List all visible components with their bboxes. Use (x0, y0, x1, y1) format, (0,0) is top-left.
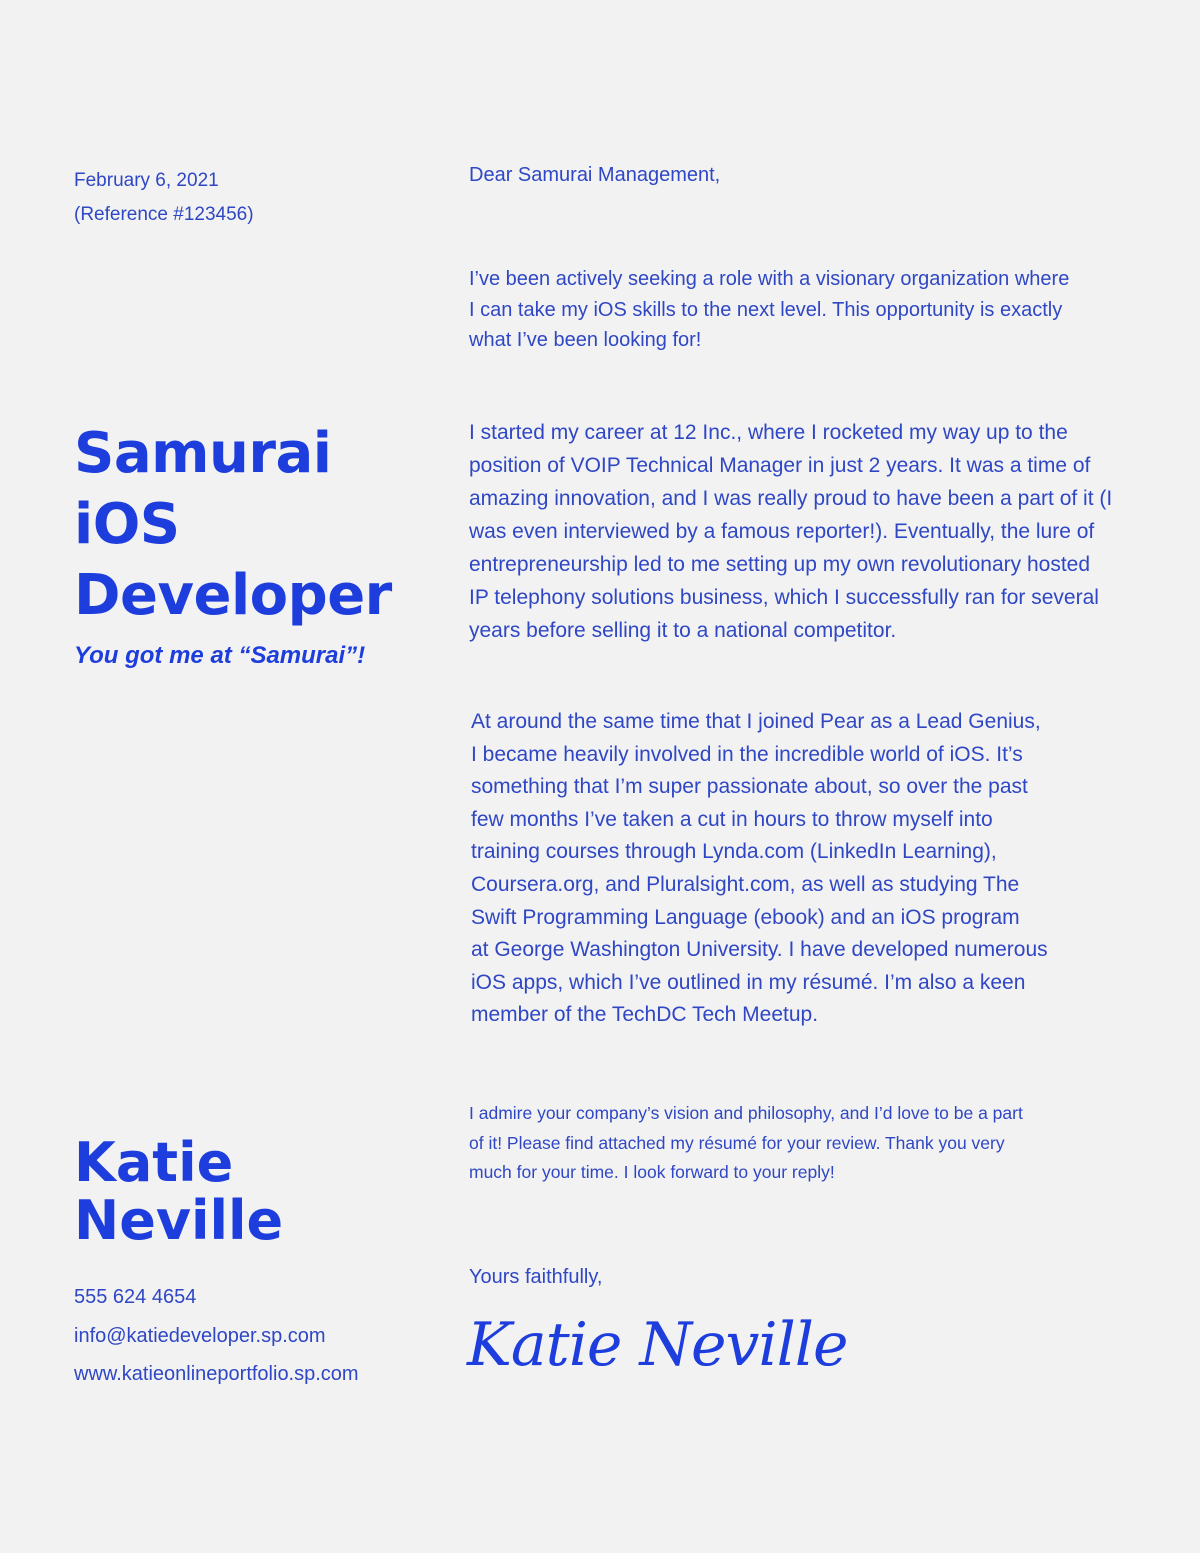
paragraph-2 (469, 416, 1149, 647)
letter-meta (74, 164, 254, 232)
website-url: www.katieonlineportfolio.sp.com (74, 1363, 359, 1385)
paragraph-1 (469, 264, 1129, 356)
paragraph-3 (471, 706, 1111, 1032)
paragraph-line: IP telephony solutions business, which I successfully ran for several (469, 586, 1099, 609)
sender-first-name: Katie (74, 1131, 234, 1194)
paragraph-line: I started my career at 12 Inc., where I rocketed my way up to the (469, 421, 1068, 444)
paragraph-line: of it! Please find attached my résumé for your review. Thank you very (469, 1132, 1005, 1153)
paragraph-line: at George Washington University. I have developed numerous (471, 938, 1048, 962)
salutation: Dear Samurai Management, (469, 164, 721, 186)
paragraph-line: years before selling it to a national competitor. (469, 619, 897, 642)
job-title-line: iOS (74, 492, 180, 557)
paragraph-line: amazing innovation, and I was really proud to have been a part of it (I (469, 487, 1113, 510)
paragraph-line: few months I’ve taken a cut in hours to throw myself into (471, 807, 993, 831)
phone-number: 555 624 4654 (74, 1286, 197, 1308)
paragraph-line: Swift Programming Language (ebook) and an iOS program (471, 905, 1020, 929)
letter-date: February 6, 2021 (74, 170, 219, 191)
paragraph-line: position of VOIP Technical Manager in just 2 years. It was a time of (469, 454, 1091, 477)
paragraph-line: Coursera.org, and Pluralsight.com, as well as studying The (471, 872, 1020, 896)
sender-name (74, 1131, 284, 1252)
email-address: info@katiedeveloper.sp.com (74, 1324, 326, 1347)
contact-info (74, 1278, 359, 1394)
paragraph-line: was even interviewed by a famous reporter!). Eventually, the lure of (469, 520, 1095, 543)
paragraph-line: training courses through Lynda.com (LinkedIn Learning), (471, 840, 997, 864)
paragraph-line: member of the TechDC Tech Meetup. (471, 1003, 819, 1027)
closing: Yours faithfully, (469, 1266, 603, 1288)
tagline: You got me at “Samurai”! (74, 642, 366, 669)
paragraph-line: much for your time. I look forward to your reply! (469, 1162, 835, 1182)
paragraph-line: entrepreneurship led to me setting up my own revolutionary hosted (469, 553, 1091, 576)
job-title-line: Developer (74, 563, 392, 628)
paragraph-line: At around the same time that I joined Pear as a Lead Genius, (471, 710, 1041, 733)
paragraph-line: I admire your company’s vision and philosophy, and I’d love to be a part (469, 1103, 1023, 1123)
sender-last-name: Neville (74, 1189, 284, 1252)
paragraph-line: what I’ve been looking for! (469, 329, 702, 351)
job-title-line: Samurai (74, 421, 332, 486)
job-title (74, 418, 414, 631)
paragraph-line: iOS apps, which I’ve outlined in my résumé. I’m also a keen (471, 970, 1026, 994)
signature: Katie Neville (467, 1310, 848, 1380)
paragraph-line: I can take my iOS skills to the next level. This opportunity is exactly (469, 298, 1063, 321)
paragraph-line: something that I’m super passionate about, so over the past (471, 775, 1028, 799)
reference-number: (Reference #123456) (74, 204, 254, 225)
paragraph-line: I became heavily involved in the incredible world of iOS. It’s (471, 742, 1023, 766)
paragraph-line: I’ve been actively seeking a role with a visionary organization where (469, 268, 1070, 290)
paragraph-4 (469, 1099, 1109, 1188)
